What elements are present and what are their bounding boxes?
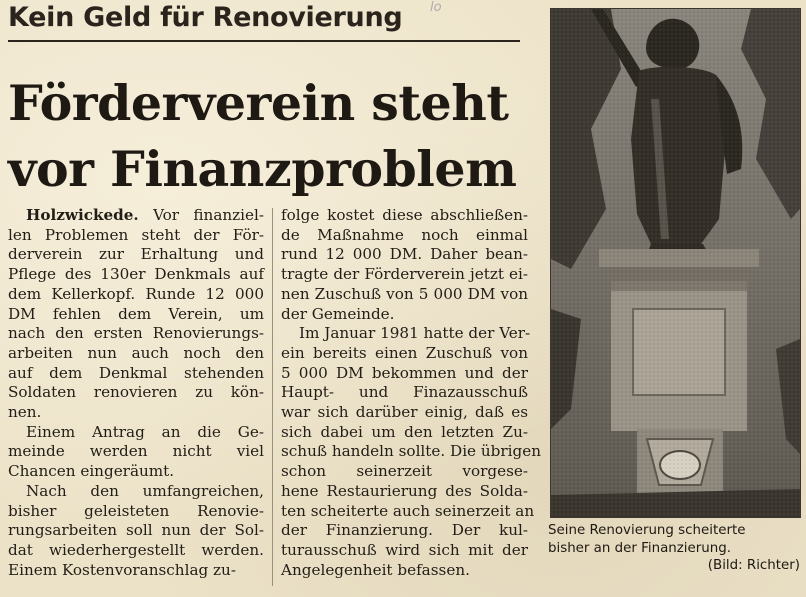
article-line — [8, 245, 264, 265]
article-line — [8, 383, 264, 403]
article-line — [281, 482, 528, 502]
article-line-text: DM fehlen dem Verein, um — [8, 304, 264, 323]
article-line-text: Chancen eingeräumt. — [8, 462, 175, 481]
article-line-text: dat wiederhergestellt werden. — [8, 540, 264, 559]
article-line — [281, 501, 535, 522]
photo-caption — [548, 522, 800, 575]
kicker-line: Kein Geld für Renovierung — [8, 2, 403, 33]
article-line-text: ten scheiterte auch seinerzeit an — [281, 501, 535, 520]
article-line — [281, 442, 541, 462]
article-line — [281, 206, 528, 226]
article-line — [281, 521, 528, 541]
article-line — [8, 462, 264, 482]
headline — [8, 70, 528, 202]
article-line — [281, 561, 528, 581]
article-line-text: folge kostet diese abschließen- — [281, 206, 528, 224]
article-line — [8, 324, 264, 344]
article-line — [8, 226, 264, 246]
article-line-text: der Gemeinde. — [281, 304, 395, 323]
article-line-text: schuß handeln sollte. Die übrigen — [281, 442, 541, 461]
article-line-text: der Finanzierung. Der kul- — [281, 521, 528, 540]
article-line-text: ein bereits einen Zuschuß von — [281, 343, 528, 362]
article-line — [8, 344, 264, 364]
article-paragraph — [281, 324, 541, 580]
article-line — [281, 423, 528, 443]
article-line-text: arbeiten nun auch noch den — [8, 343, 264, 362]
article-line — [8, 482, 264, 502]
article-line — [8, 206, 264, 226]
article-line-text: rund 12 000 DM. Daher bean- — [281, 245, 528, 264]
article-line-text: rungsarbeiten soll nun der Sol- — [8, 521, 264, 540]
article-column-2 — [281, 206, 541, 580]
photo-credit: (Bild: Richter) — [707, 558, 800, 573]
article-line-text: schon seinerzeit vorgese- — [281, 462, 528, 481]
headline-line: vor Finanzproblem — [8, 140, 517, 198]
headline-line: Förderverein steht — [8, 74, 509, 132]
article-paragraph — [8, 482, 264, 581]
article-line-text: derverein zur Erhaltung und — [8, 245, 264, 264]
caption-line: Seine Renovierung scheiterte — [548, 523, 746, 538]
article-line — [281, 324, 531, 344]
article-line-text: Im Januar 1981 hatte der Ver- — [299, 324, 531, 343]
article-line-text: turausschuß wird sich mit der — [281, 540, 528, 559]
article-line-text: Einem Antrag an die Ge- — [26, 422, 264, 441]
article-paragraph — [8, 206, 264, 423]
kicker-rule — [8, 40, 520, 42]
bleed-through-text: lo — [430, 0, 442, 15]
article-line-text: bisher geleisteten Renovie- — [8, 501, 264, 520]
article-line — [8, 502, 264, 522]
article-line — [8, 541, 264, 561]
article-line-text: Soldaten renovieren zu kön- — [8, 383, 264, 402]
article-line-text: Nach den umfangreichen, — [26, 481, 264, 500]
article-line — [281, 383, 528, 403]
article-line-text: tragte der Förderverein jetzt ei- — [281, 265, 528, 284]
article-line-text: 5 000 DM bekommen und der — [281, 363, 528, 382]
article-line — [281, 344, 528, 364]
article-line — [281, 245, 528, 265]
article-line-text: de Maßnahme noch einmal — [281, 225, 528, 244]
article-line — [281, 541, 528, 561]
article-line — [8, 561, 264, 581]
article-line-text: Pflege des 130er Denkmals auf — [8, 265, 264, 284]
article-line — [8, 285, 264, 305]
article-line — [281, 403, 528, 423]
article-line-text: Einem Kostenvoranschlag zu- — [8, 560, 236, 579]
article-line-text: Angelegenheit befassen. — [281, 560, 470, 579]
article-line — [8, 364, 264, 384]
article-line — [8, 265, 264, 285]
article-line-text: nach den ersten Renovierungs- — [8, 324, 264, 343]
article-line-text: meinde werden nicht viel — [8, 442, 264, 461]
article-line-text: auf dem Denkmal stehenden — [8, 363, 264, 382]
article-line-text: Haupt- und Finazausschuß — [281, 383, 528, 402]
caption-line: bisher an der Finanzierung. — [548, 540, 731, 556]
article-line — [281, 226, 528, 246]
article-line — [281, 285, 528, 305]
article-paragraph — [281, 206, 528, 324]
article-line — [8, 305, 264, 325]
article-line — [281, 265, 528, 285]
article-line-text: sich dabei um den letzten Zu- — [281, 422, 528, 441]
article-line-text: hene Restaurierung des Solda- — [281, 481, 528, 500]
article-line-text: war sich darüber einig, daß es — [281, 403, 528, 422]
monument-illustration — [551, 9, 800, 517]
column-divider — [272, 208, 273, 586]
article-line-text: nen Zuschuß von 5 000 DM von — [281, 284, 528, 303]
article-line-text: Vor finanziel- — [138, 206, 264, 224]
article-paragraph — [8, 423, 264, 482]
soldier-monument-photo — [550, 8, 801, 518]
dateline: Holzwickede. — [26, 206, 139, 224]
article-line — [8, 521, 264, 541]
article-column-1 — [8, 206, 264, 580]
article-line — [281, 305, 528, 325]
article-line — [8, 442, 264, 462]
article-line — [8, 423, 264, 443]
article-line — [8, 403, 264, 423]
article-line-text: dem Kellerkopf. Runde 12 000 — [8, 284, 264, 303]
article-line-text: len Problemen steht der För- — [8, 225, 264, 244]
article-line — [281, 364, 528, 384]
article-line-text: nen. — [8, 403, 42, 422]
article-line — [281, 462, 528, 482]
